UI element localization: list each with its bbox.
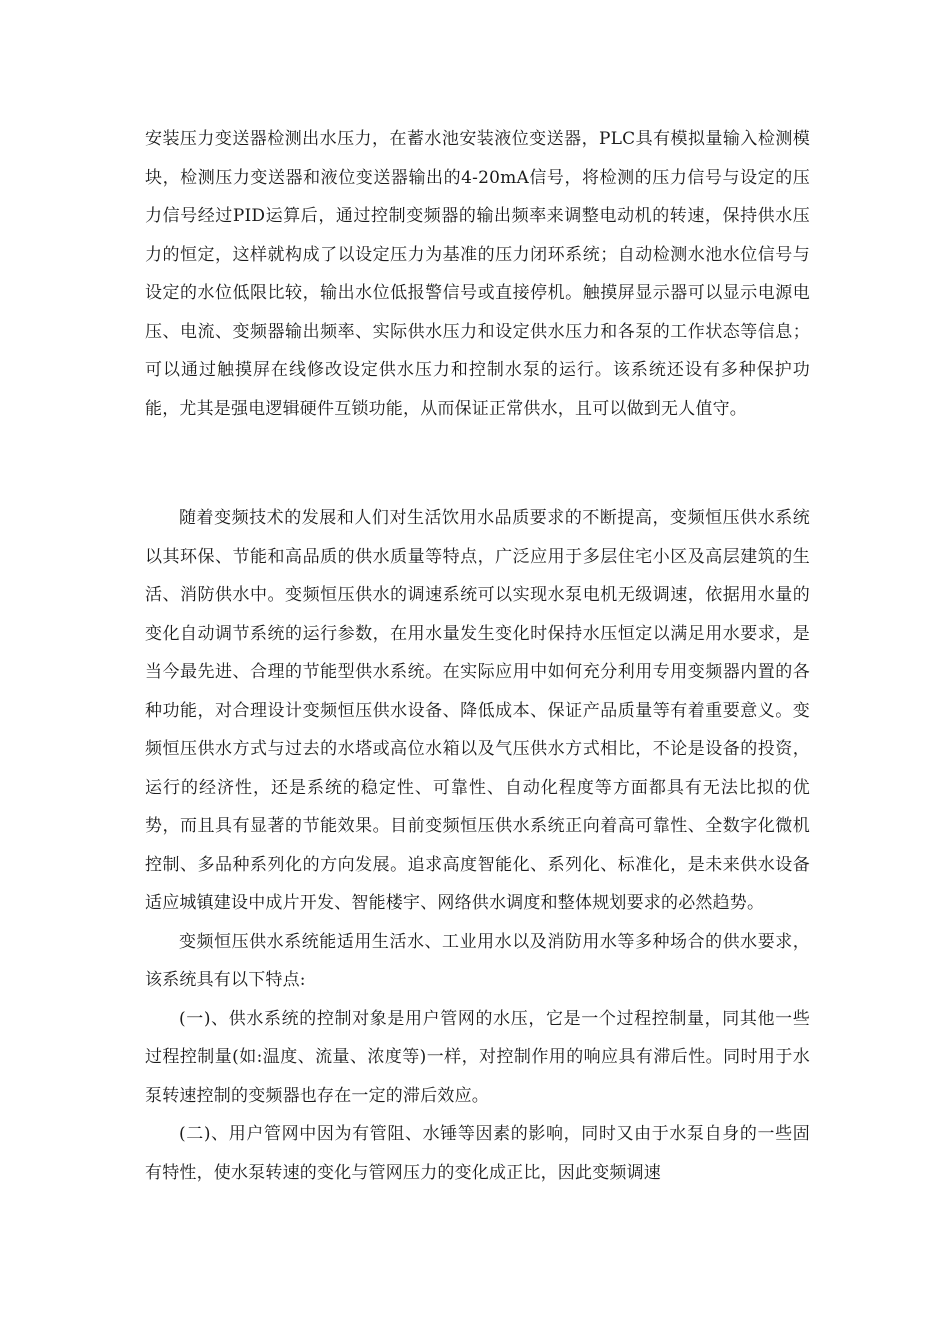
text-block-2	[145, 499, 810, 1192]
paragraph-pressure-loop: 安装压力变送器检测出水压力，在蓄水池安装液位变送器，PLC具有模拟量输入检测模块，检测压力变送器和液位变送器输出的4-20mA信号，将检测的压力信号与设定的压力信号经过PID运算后，通过控制变频器的输出频率来调整电动机的转速，保持供水压力的恒定，这样就构成了以设定压力为基准的压力闭环系统；自动检测水池水位信号与设定的水位低限比较，输出水位低报警信号或直接停机。触摸屏显示器可以显示电源电压、电流、变频器输出频率、实际供水压力和设定供水压力和各泵的工作状态等信息；可以通过触摸屏在线修改设定供水压力和控制水泵的运行。该系统还设有多种保护功能，尤其是强电逻辑硬件互锁功能，从而保证正常供水，且可以做到无人值守。	[145, 129, 810, 419]
paragraph-system-features-intro: 变频恒压供水系统能适用生活水、工业用水以及消防用水等多种场合的供水要求，该系统具有以下特点:	[145, 931, 810, 990]
text-block-1	[145, 120, 810, 428]
paragraph-vfd-development: 随着变频技术的发展和人们对生活饮用水品质要求的不断提高，变频恒压供水系统以其环保、节能和高品质的供水质量等特点，广泛应用于多层住宅小区及高层建筑的生活、消防供水中。变频恒压供水的调速系统可以实现水泵电机无级调速，依据用水量的变化自动调节系统的运行参数，在用水量发生变化时保持水压恒定以满足用水要求，是当今最先进、合理的节能型供水系统。在实际应用中如何充分利用专用变频器内置的各种功能，对合理设计变频恒压供水设备、降低成本、保证产品质量等有着重要意义。变频恒压供水方式与过去的水塔或高位水箱以及气压供水方式相比，不论是设备的投资，运行的经济性，还是系统的稳定性、可靠性、自动化程度等方面都具有无法比拟的优势，而且具有显著的节能效果。目前变频恒压供水系统正向着高可靠性、全数字化微机控制、多品种系列化的方向发展。追求高度智能化、系列化、标准化，是未来供水设备适应城镇建设中成片开发、智能楼宇、网络供水调度和整体规划要求的必然趋势。	[145, 508, 810, 913]
paragraph-feature-1: (一)、供水系统的控制对象是用户管网的水压，它是一个过程控制量，同其他一些过程控制量(如:温度、流量、浓度等)一样，对控制作用的响应具有滞后性。同时用于水泵转速控制的变频器也存在一定的滞后效应。	[145, 1008, 810, 1106]
paragraph-feature-2: (二)、用户管网中因为有管阻、水锤等因素的影响，同时又由于水泵自身的一些固有特性，使水泵转速的变化与管网压力的变化成正比，因此变频调速	[145, 1124, 810, 1183]
